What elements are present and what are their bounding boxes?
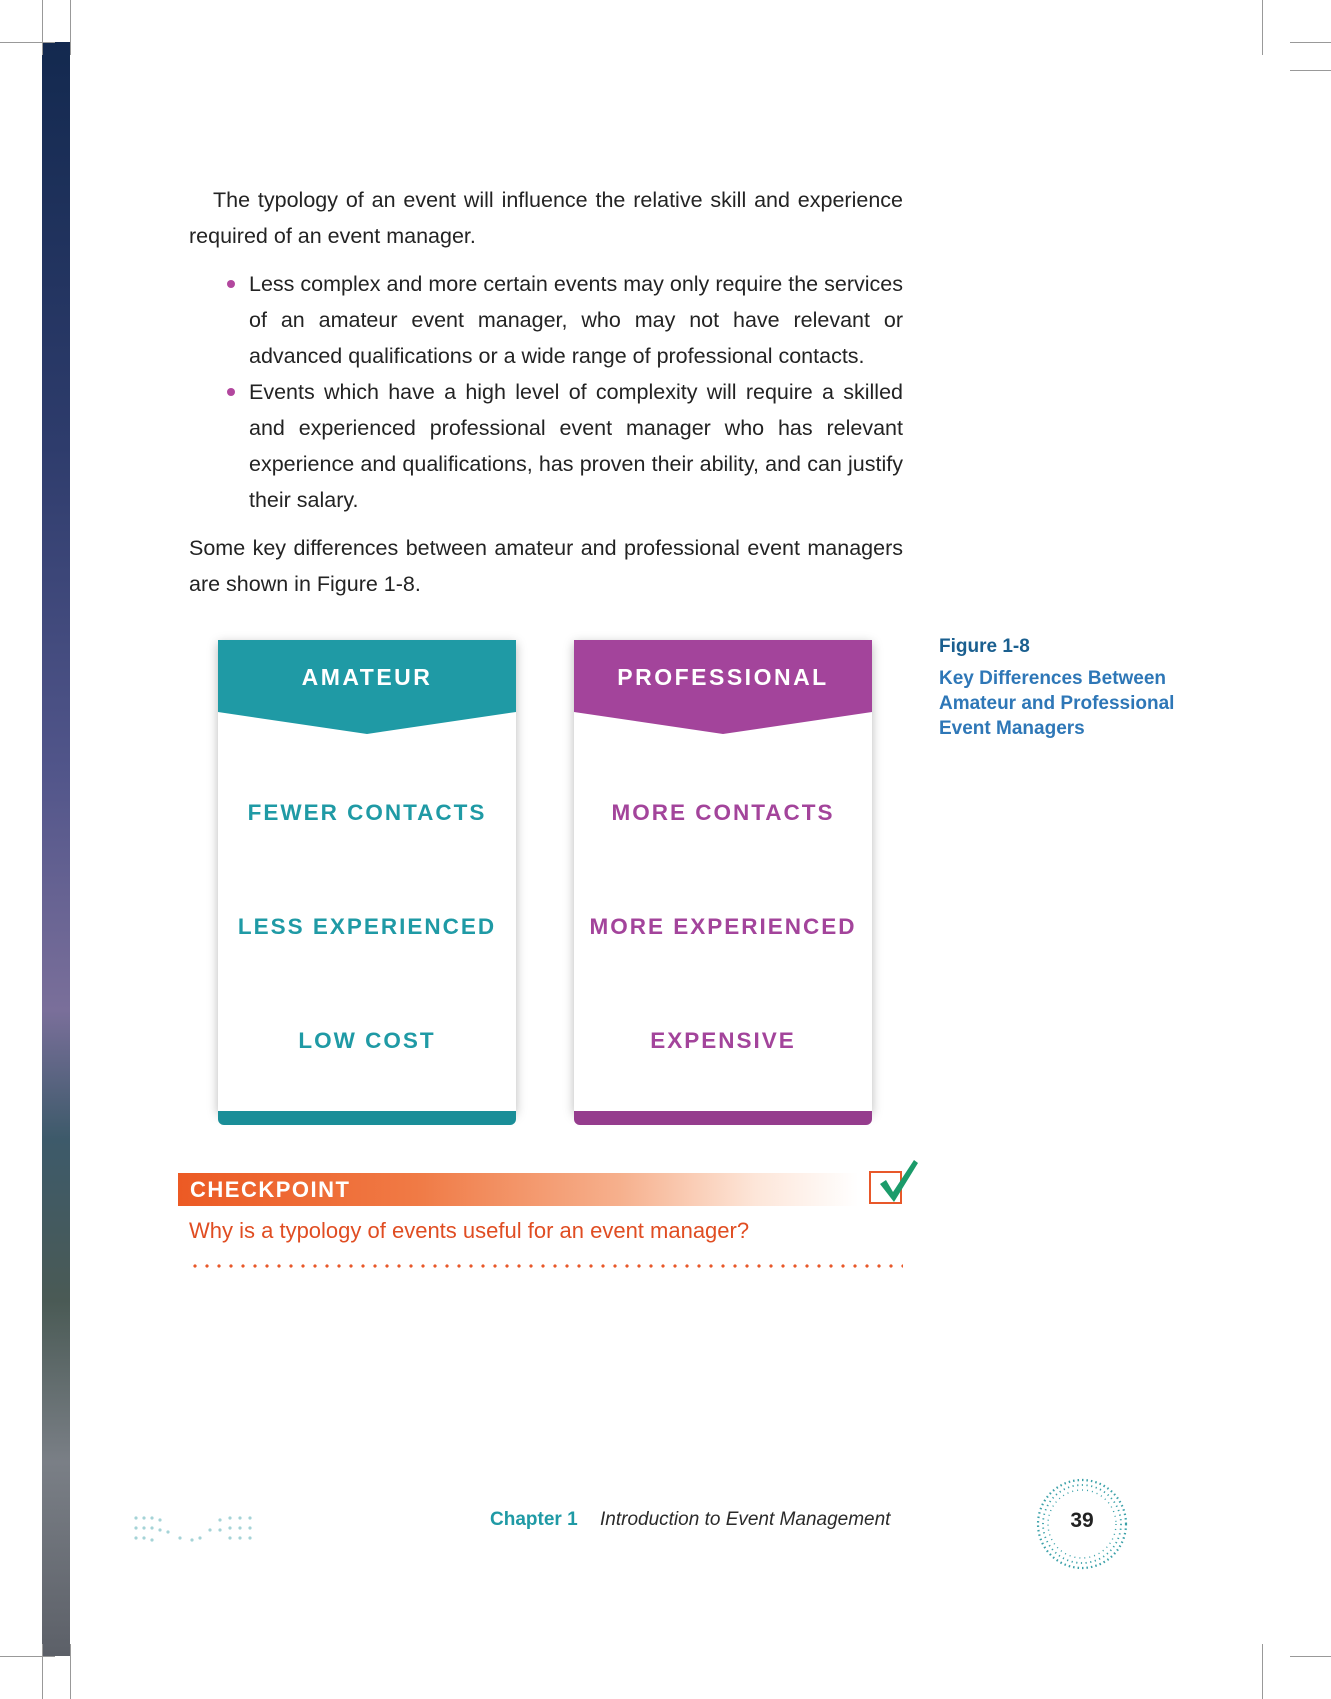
page-number: 39 — [1070, 1509, 1094, 1532]
professional-footer-bar — [574, 1111, 872, 1125]
bullet-text: Events which have a high level of complexity will require a skilled and experienced professional event manager who has relevant experience and qualifications, has proven their ability, and can justify their salary. — [249, 380, 903, 512]
crop-mark — [1290, 42, 1331, 43]
crop-mark — [1262, 1644, 1263, 1699]
bullet-list — [249, 266, 903, 518]
crop-mark — [1290, 1656, 1331, 1657]
checkpoint-banner — [178, 1173, 858, 1206]
amateur-card — [218, 640, 516, 1112]
intro-paragraph: The typology of an event will influence the relative skill and experience required of an event manager. — [189, 188, 903, 248]
professional-item-experience: MORE EXPERIENCED — [589, 914, 857, 939]
crop-mark — [70, 1644, 71, 1699]
list-item — [249, 374, 903, 518]
checkmark-icon — [876, 1158, 920, 1206]
checkpoint-label: CHECKPOINT — [190, 1177, 351, 1202]
list-item — [249, 266, 903, 374]
professional-item-cost: EXPENSIVE — [650, 1028, 796, 1053]
crop-mark — [0, 1656, 55, 1657]
footer-chapter-title: Introduction to Event Management — [600, 1509, 891, 1530]
amateur-item-contacts: FEWER CONTACTS — [247, 800, 487, 825]
bullet-text: Less complex and more certain events may only require the services of an amateur event manager, who may not have relevant or advanced qualifications or a wide range of professional contacts. — [249, 272, 903, 368]
figure-caption: Key Differences Between Amateur and Professional Event Managers — [939, 668, 1175, 739]
crop-mark — [42, 0, 43, 55]
checkpoint-question: Why is a typology of events useful for an event manager? — [189, 1218, 750, 1243]
crop-mark — [42, 1644, 43, 1699]
figure-reference-paragraph: Some key differences between amateur and professional event managers are shown in Figure 1-8. — [189, 536, 903, 596]
answer-dotted-line — [189, 1264, 903, 1268]
crop-mark — [0, 42, 55, 43]
bullet-icon — [227, 280, 235, 288]
side-photo-strip — [42, 42, 70, 1656]
professional-item-contacts: MORE CONTACTS — [611, 800, 835, 825]
crop-mark — [70, 0, 71, 55]
crop-mark — [1290, 70, 1331, 71]
amateur-title: AMATEUR — [301, 664, 433, 690]
bullet-icon — [227, 388, 235, 396]
figure-label: Figure 1-8 — [939, 636, 1030, 657]
publisher-logo-icon — [130, 1512, 256, 1548]
professional-card — [574, 640, 872, 1112]
crop-mark — [1262, 0, 1263, 55]
amateur-item-cost: LOW COST — [298, 1028, 436, 1053]
professional-title: PROFESSIONAL — [617, 664, 829, 690]
amateur-footer-bar — [218, 1111, 516, 1125]
amateur-item-experience: LESS EXPERIENCED — [237, 914, 497, 939]
footer-chapter: Chapter 1 — [490, 1509, 578, 1530]
